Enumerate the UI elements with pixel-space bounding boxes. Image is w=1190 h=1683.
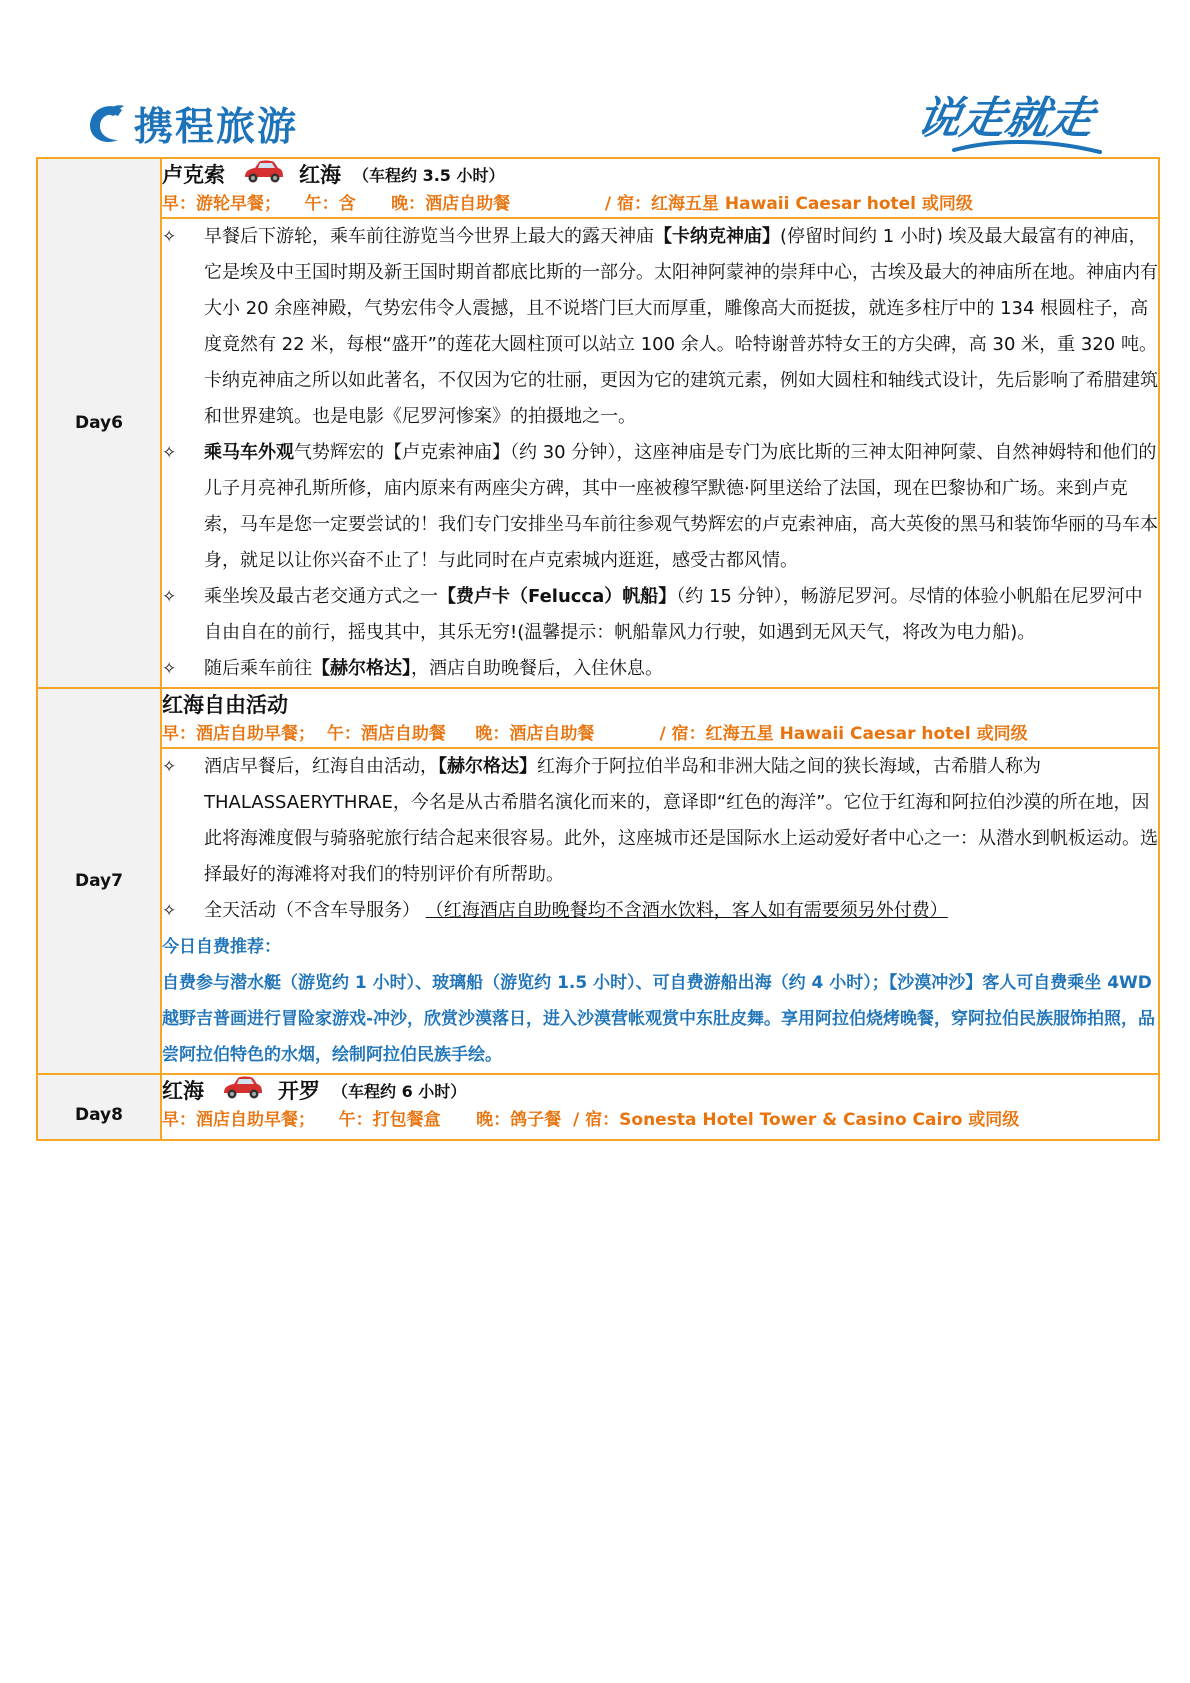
car-icon <box>241 159 285 190</box>
route-to: 开罗 <box>278 1079 320 1103</box>
day-header <box>161 688 1159 748</box>
day-body <box>161 218 1159 688</box>
meals-line: 早：酒店自助早餐； 午：打包餐盒 晚：鸽子餐 / 宿：Sonesta Hotel Tower & Casino Cairo 或同级 <box>162 1110 1020 1130</box>
recommend-text: 自费参与潜水艇（游览约 1 小时）、玻璃船（游览约 1.5 小时）、可自费游船出海（约 4 小时）；【沙漠冲沙】客人可自费乘坐 4WD 越野吉普画进行冒险家游戏-冲沙，欣赏沙漠落日，进入沙漠营帐观赏中东肚皮舞。享用阿拉伯烧烤晚餐，穿阿拉伯民族服饰拍照，品尝阿拉伯特色的水烟，绘制阿拉伯民族手绘。 <box>162 973 1156 1065</box>
bullet-icon: ✧ <box>162 227 177 247</box>
day-cell <box>37 1074 161 1140</box>
day-header <box>161 1074 1159 1140</box>
note-underlined: （红海酒店自助晚餐均不含酒水饮料，客人如有需要须另外付费） <box>425 900 948 921</box>
day-label: Day6 <box>75 413 123 433</box>
route-line <box>162 1075 1158 1105</box>
bullet-icon: ✧ <box>162 587 177 607</box>
meals-line: 早：游轮早餐； 午：含 晚：酒店自助餐 / 宿：红海五星 Hawaii Caesar hotel 或同级 <box>162 194 973 214</box>
list-item <box>162 749 1158 893</box>
bullet-icon: ✧ <box>162 659 177 679</box>
itinerary-table <box>36 157 1160 1141</box>
item-text: 酒店早餐后，红海自由活动，【赫尔格达】红海介于阿拉伯半岛和非洲大陆之间的狭长海域，古希腊人称为 THALASSAERYTHRAE，今名是从古希腊名演化而来的，意译即“红色的海洋”。它位于红海和阿拉伯沙漠的所在地，因此将海滩度假与骑骆驼旅行结合起来很容易。此外，这座城市还是国际水上运动爱好者中心之一：从潜水到帆板运动。选择最好的海滩将对我们的特别评价有所帮助。 <box>204 756 1158 885</box>
drive-duration: （车程约 3.5 小时） <box>353 165 505 185</box>
meals-line: 早：酒店自助早餐； 午：酒店自助餐 晚：酒店自助餐 / 宿：红海五星 Hawaii Caesar hotel 或同级 <box>162 724 1028 744</box>
list-item <box>162 651 1158 687</box>
day-cell <box>37 688 161 1074</box>
brand-logo <box>84 96 298 152</box>
bullet-icon: ✧ <box>162 757 177 777</box>
item-text: 随后乘车前往【赫尔格达】，酒店自助晚餐后，入住休息。 <box>204 658 663 679</box>
day-label: Day8 <box>75 1105 123 1125</box>
page-header <box>84 93 1098 156</box>
slogan: 说走就走 <box>912 93 1098 144</box>
slogan-swoosh <box>952 134 1102 156</box>
item-text: 乘马车外观气势辉宏的【卢克索神庙】（约 30 分钟），这座神庙是专门为底比斯的三神太阳神阿蒙、自然神姆特和他们的儿子月亮神孔斯所修，庙内原来有两座尖方碑，其中一座被穆罕默德·阿里送给了法国，现在巴黎协和广场。来到卢克索，马车是您一定要尝试的！我们专门安排坐马车前往参观气势辉宏的卢克索神庙，高大英俊的黑马和装饰华丽的马车本身，就足以让你兴奋不止了！与此同时在卢克索城内逛逛，感受古都风情。 <box>204 442 1158 571</box>
list-item <box>162 219 1158 435</box>
recommend-title: 今日自费推荐： <box>162 937 281 957</box>
day-title: 红海自由活动 <box>162 693 288 717</box>
list-item <box>162 435 1158 579</box>
car-icon <box>220 1075 264 1106</box>
day-label: Day7 <box>75 871 123 891</box>
bullet-icon: ✧ <box>162 443 177 463</box>
drive-duration: （车程约 6 小时） <box>332 1081 467 1101</box>
bullet-icon: ✧ <box>162 901 177 921</box>
item-text: 全天活动（不含车导服务） （红海酒店自助晚餐均不含酒水饮料，客人如有需要须另外付费） <box>204 900 948 921</box>
route-to: 红海 <box>299 163 341 187</box>
dolphin-logo-icon <box>84 100 132 148</box>
item-text: 乘坐埃及最古老交通方式之一【费卢卡（Felucca）帆船】（约 15 分钟），畅游尼罗河。尽情的体验小帆船在尼罗河中自由自在的前行，摇曳其中，其乐无穷!(温馨提示：帆船靠风力行驶，如遇到无风天气，将改为电力船)。 <box>204 586 1143 643</box>
item-text: 早餐后下游轮，乘车前往游览当今世界上最大的露天神庙【卡纳克神庙】(停留时间约 1 小时) 埃及最大最富有的神庙，它是埃及中王国时期及新王国时期首都底比斯的一部分。太阳神阿蒙神的崇拜中心，古埃及最大的神庙所在地。神庙内有大小 20 余座神殿，气势宏伟令人震撼，且不说塔门巨大而厚重，雕像高大而挺拔，就连多柱厅中的 134 根圆柱子，高度竟然有 22 米，每根“盛开”的莲花大圆柱顶可以站立 100 余人。哈特谢普苏特女王的方尖碑，高 30 米，重 320 吨。卡纳克神庙之所以如此著名，不仅因为它的壮丽，更因为它的建筑元素，例如大圆柱和轴线式设计，先后影响了希腊建筑和世界建筑。也是电影《尼罗河惨案》的拍摄地之一。 <box>204 226 1158 427</box>
list-item <box>162 579 1158 651</box>
day-header <box>161 158 1159 218</box>
day-cell <box>37 158 161 688</box>
route-from: 卢克索 <box>162 163 225 187</box>
route-line <box>162 159 1158 189</box>
list-item <box>162 893 1158 929</box>
route-from: 红海 <box>162 1079 204 1103</box>
brand-name: 携程旅游 <box>134 105 299 150</box>
day-body <box>161 748 1159 1074</box>
